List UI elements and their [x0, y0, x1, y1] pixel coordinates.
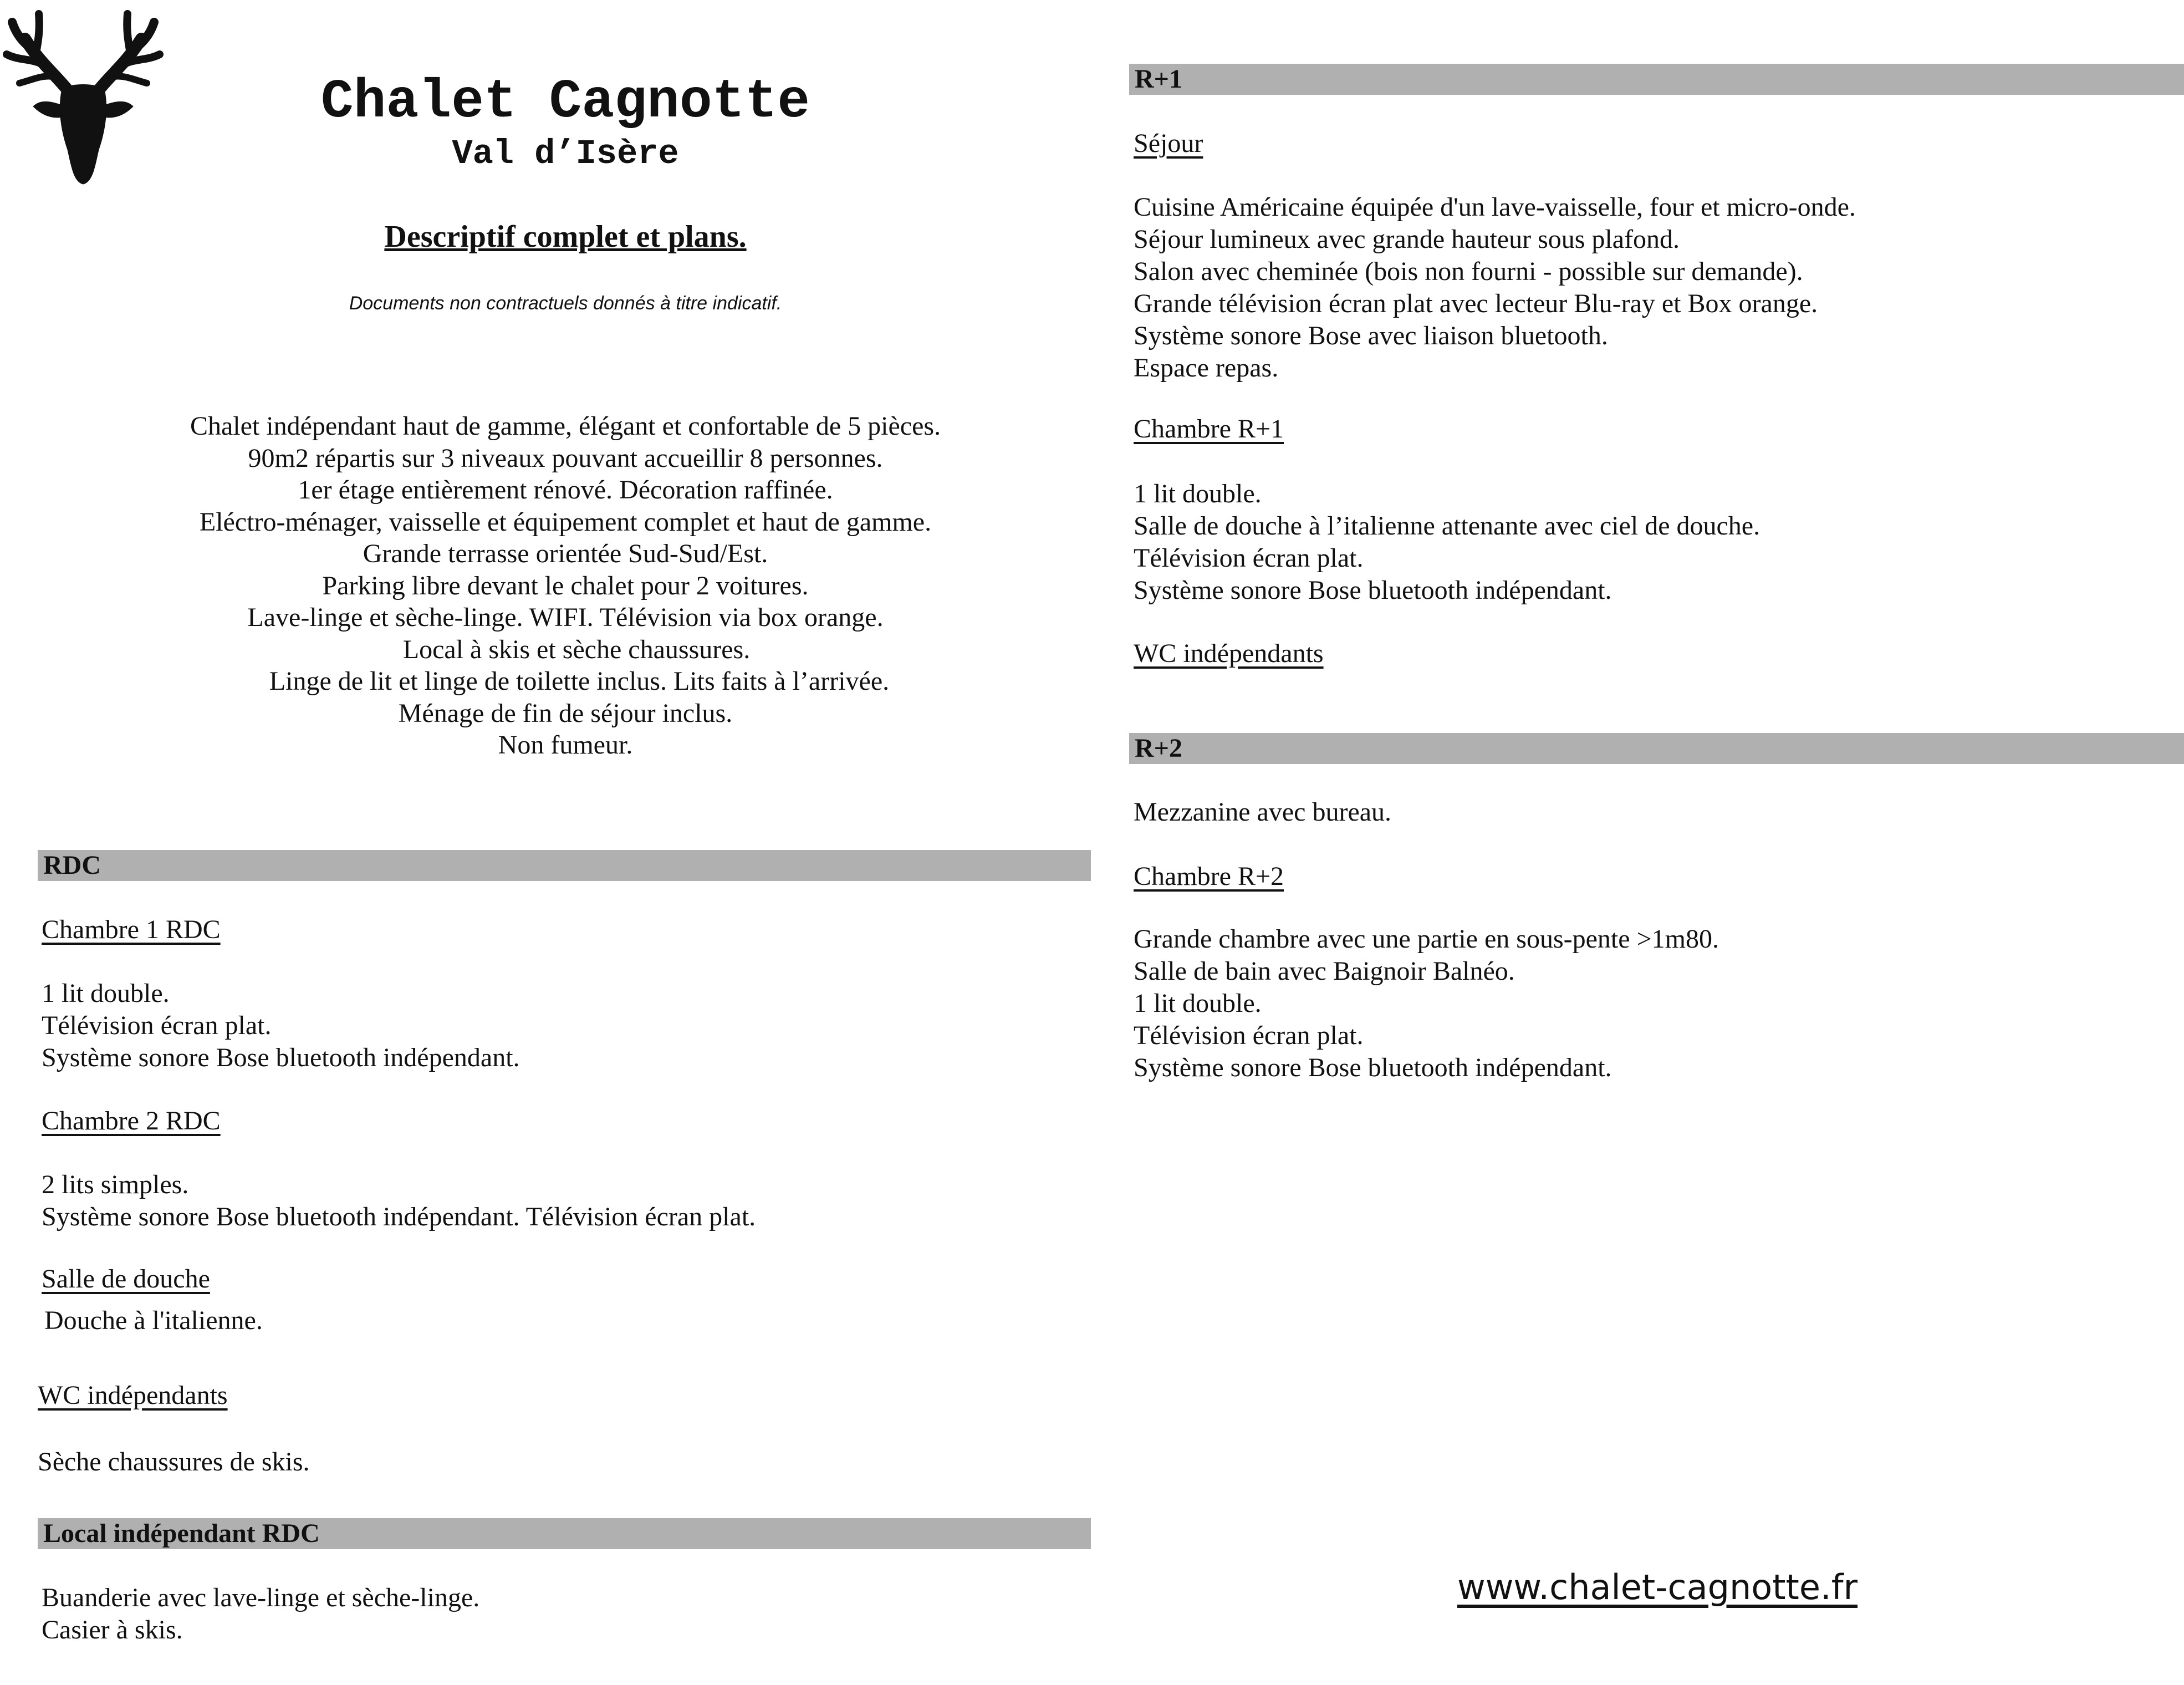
detail-line: Grande chambre avec une partie en sous-pente >1m80.: [1134, 924, 1719, 954]
section-bar-r2: R+2: [1129, 733, 2184, 764]
intro-line: Parking libre devant le chalet pour 2 voitures.: [322, 571, 809, 600]
room-details-sejour: [1134, 191, 1856, 384]
detail-line: Système sonore Bose avec liaison bluetooth.: [1134, 321, 1608, 350]
room-details-salle-de-douche: Douche à l'italienne.: [44, 1306, 263, 1335]
section-bar-local: Local indépendant RDC: [38, 1518, 1091, 1549]
page-subtitle: Val d’Isère: [452, 134, 679, 174]
intro-line: Local à skis et sèche chaussures.: [402, 634, 751, 664]
intro-line: Eléctro-ménager, vaisselle et équipement complet et haut de gamme.: [199, 507, 932, 537]
intro-line: Grande terrasse orientée Sud-Sud/Est.: [363, 539, 768, 568]
intro-line: Linge de lit et linge de toilette inclus. Lits faits à l’arrivée.: [269, 666, 890, 696]
website-link[interactable]: www.chalet-cagnotte.fr: [1457, 1567, 1858, 1607]
detail-line: Système sonore Bose bluetooth indépendant.: [1134, 1053, 1612, 1082]
intro-line: 1er étage entièrement rénové. Décoration raffinée.: [298, 475, 833, 505]
detail-line: Système sonore Bose bluetooth indépendant. Télévision écran plat.: [42, 1202, 756, 1231]
room-title-salle-de-douche: Salle de douche: [42, 1264, 210, 1294]
room-details-chambre-r2: [1134, 923, 1719, 1084]
detail-line: Grande télévision écran plat avec lecteur Blu-ray et Box orange.: [1134, 289, 1818, 318]
room-title-chambre-r1: Chambre R+1: [1134, 414, 1284, 444]
intro-line: Lave-linge et sèche-linge. WIFI. Télévision via box orange.: [247, 603, 884, 632]
detail-line: Salle de douche à l’italienne attenante avec ciel de douche.: [1134, 511, 1761, 541]
detail-line: Espace repas.: [1134, 353, 1279, 383]
page-title: Chalet Cagnotte: [320, 72, 810, 133]
intro-line: 90m2 répartis sur 3 niveaux pouvant accueillir 8 personnes.: [248, 443, 883, 473]
deer-head-icon: [0, 6, 166, 189]
detail-line: Buanderie avec lave-linge et sèche-linge.: [42, 1583, 480, 1612]
detail-line: 1 lit double.: [1134, 989, 1262, 1018]
detail-line: Séjour lumineux avec grande hauteur sous plafond.: [1134, 225, 1680, 254]
room-title-wc-r1: WC indépendants: [1134, 639, 1324, 668]
room-title-chambre-2: Chambre 2 RDC: [42, 1106, 221, 1136]
intro-line: Chalet indépendant haut de gamme, élégant et confortable de 5 pièces.: [190, 411, 941, 441]
detail-line: Télévision écran plat.: [1134, 1021, 1364, 1050]
room-details-chambre-2: [42, 1169, 756, 1233]
section-bar-rdc: RDC: [38, 850, 1091, 881]
detail-line: Cuisine Américaine équipée d'un lave-vaisselle, four et micro-onde.: [1134, 192, 1856, 222]
room-title-chambre-r2: Chambre R+2: [1134, 862, 1284, 891]
section-bar-r1: R+1: [1129, 64, 2184, 95]
room-details-chambre-1: [42, 978, 520, 1074]
document-heading: Descriptif complet et plans.: [384, 220, 747, 254]
detail-line: Télévision écran plat.: [1134, 543, 1364, 573]
detail-line: Système sonore Bose bluetooth indépendant.: [1134, 576, 1612, 605]
intro-list: [22, 410, 1109, 761]
room-details-chambre-r1: [1134, 478, 1760, 607]
room-title-sejour: Séjour: [1134, 129, 1203, 158]
room-title-chambre-1: Chambre 1 RDC: [42, 915, 221, 944]
intro-line: Non fumeur.: [498, 730, 633, 760]
detail-line: Salle de bain avec Baignoir Balnéo.: [1134, 956, 1515, 986]
mezzanine-text: Mezzanine avec bureau.: [1134, 797, 1392, 827]
detail-line: 1 lit double.: [42, 979, 170, 1008]
intro-line: Ménage de fin de séjour inclus.: [398, 698, 733, 728]
detail-line: Casier à skis.: [42, 1615, 183, 1645]
detail-line: 2 lits simples.: [42, 1170, 189, 1199]
room-details-wc-rdc: Sèche chaussures de skis.: [38, 1447, 310, 1477]
detail-line: Télévision écran plat.: [42, 1011, 272, 1040]
detail-line: Système sonore Bose bluetooth indépendant.: [42, 1043, 520, 1072]
room-title-wc-rdc: WC indépendants: [38, 1381, 228, 1410]
disclaimer-note: Documents non contractuels donnés à titre indicatif.: [349, 293, 782, 314]
detail-line: Salon avec cheminée (bois non fourni - possible sur demande).: [1134, 257, 1803, 286]
local-details: [42, 1582, 479, 1646]
detail-line: 1 lit double.: [1134, 479, 1262, 508]
